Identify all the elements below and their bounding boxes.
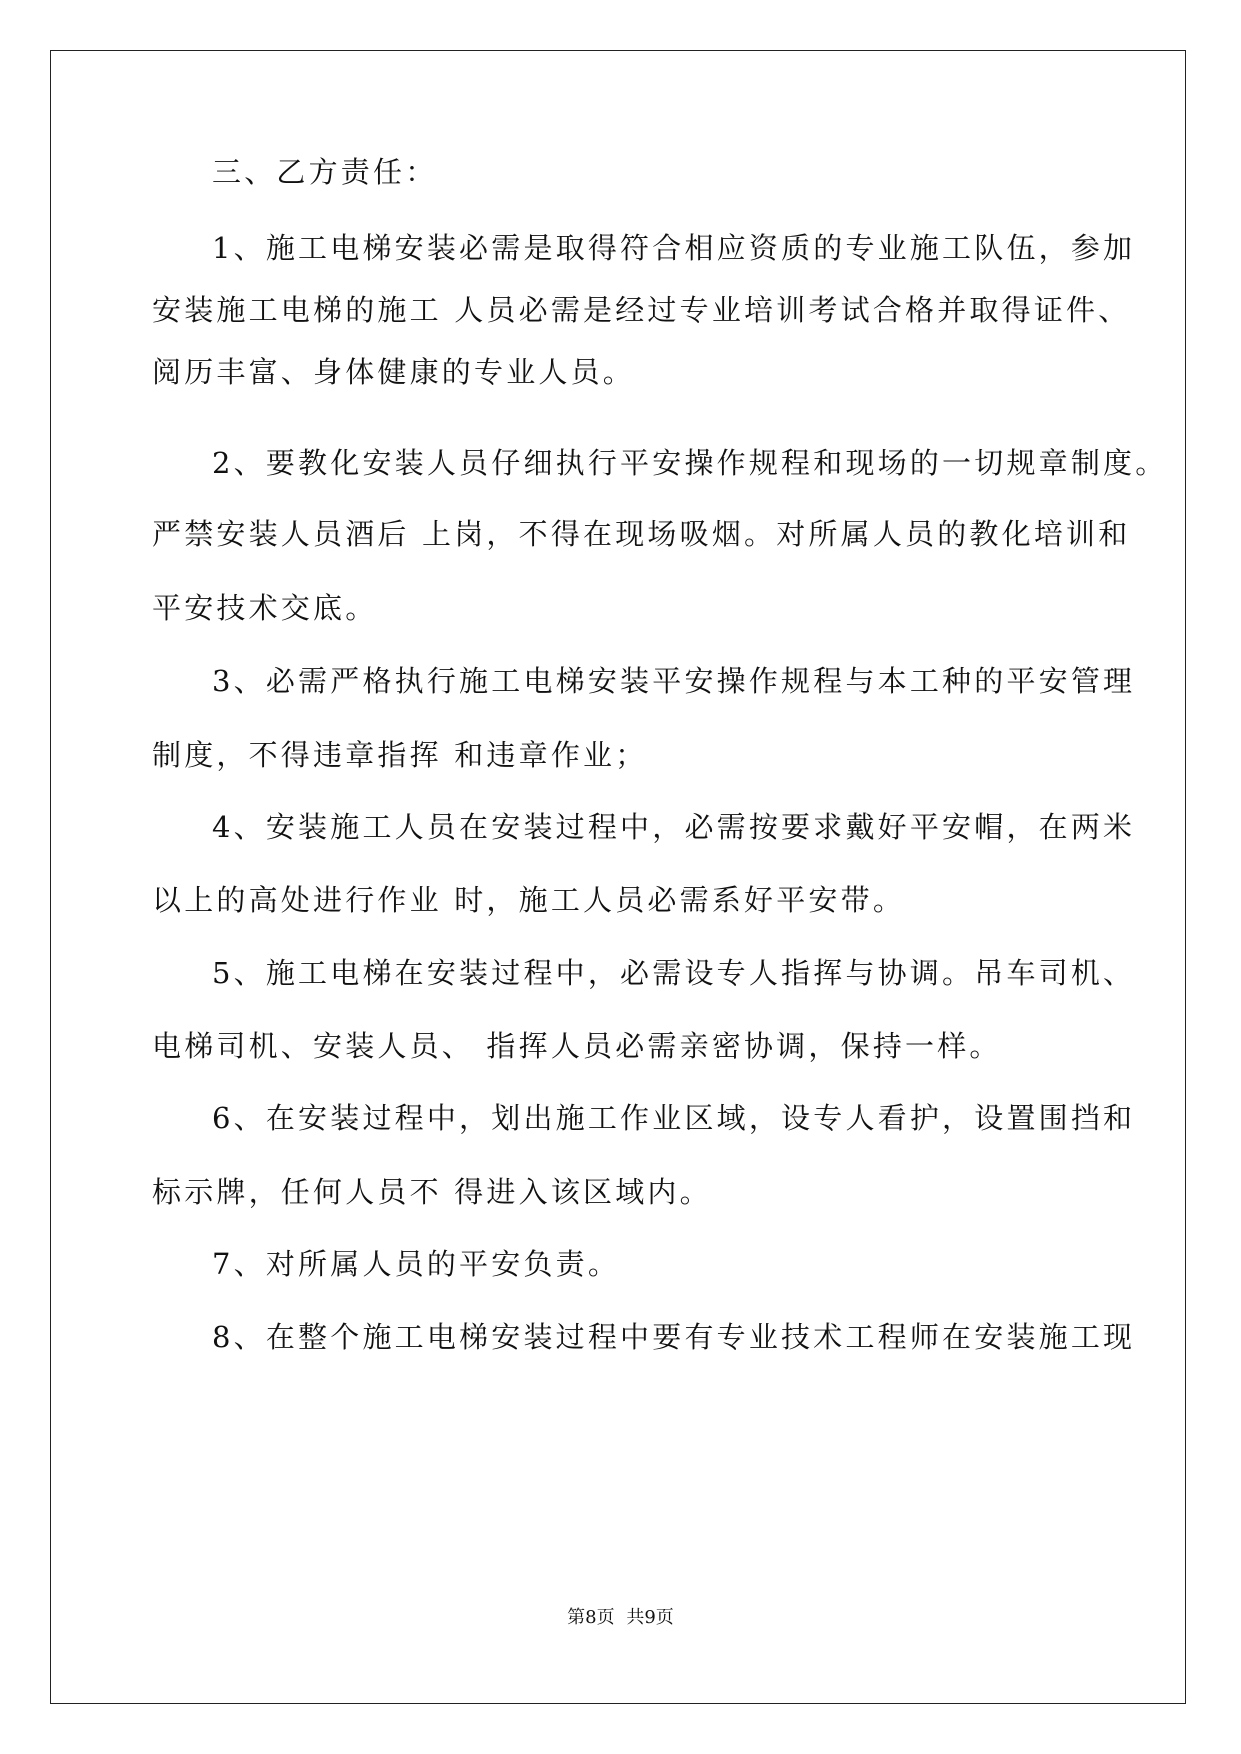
paragraph-line: 3、必需严格执行施工电梯安装平安操作规程与本工种的平安管理 xyxy=(212,664,1136,698)
paragraph-line: 严禁安装人员酒后 上岗，不得在现场吸烟。对所属人员的教化培训和 xyxy=(152,517,1131,551)
paragraph-line: 标示牌，任何人员不 得进入该区域内。 xyxy=(152,1175,712,1209)
paragraph-line: 6、在安装过程中，划出施工作业区域，设专人看护，设置围挡和 xyxy=(212,1101,1136,1135)
page-number-total: 共9页 xyxy=(626,1607,674,1628)
paragraph-line: 8、在整个施工电梯安装过程中要有专业技术工程师在安装施工现 xyxy=(212,1320,1136,1354)
paragraph-line: 4、安装施工人员在安装过程中，必需按要求戴好平安帽，在两米 xyxy=(212,810,1136,844)
page-footer xyxy=(0,1603,1241,1629)
paragraph-line: 制度，不得违章指挥 和违章作业； xyxy=(152,738,648,772)
paragraph-line: 电梯司机、安装人员、 指挥人员必需亲密协调，保持一样。 xyxy=(152,1029,1002,1063)
paragraph-line: 5、施工电梯在安装过程中，必需设专人指挥与协调。吊车司机、 xyxy=(212,956,1136,990)
paragraph-line: 2、要教化安装人员仔细执行平安操作规程和现场的一切规章制度。 xyxy=(212,446,1168,480)
paragraph-line: 以上的高处进行作业 时，施工人员必需系好平安带。 xyxy=(152,883,906,917)
paragraph-line: 平安技术交底。 xyxy=(152,591,378,625)
paragraph-line: 1、施工电梯安装必需是取得符合相应资质的专业施工队伍，参加 xyxy=(212,231,1136,265)
paragraph-line: 阅历丰富、身体健康的专业人员。 xyxy=(152,355,636,389)
paragraph-line: 7、对所属人员的平安负责。 xyxy=(212,1247,621,1281)
page-number-current: 第8页 xyxy=(567,1607,615,1628)
paragraph-line: 安装施工电梯的施工 人员必需是经过专业培训考试合格并取得证件、 xyxy=(152,293,1131,327)
section-heading: 三、乙方责任： xyxy=(212,155,438,189)
